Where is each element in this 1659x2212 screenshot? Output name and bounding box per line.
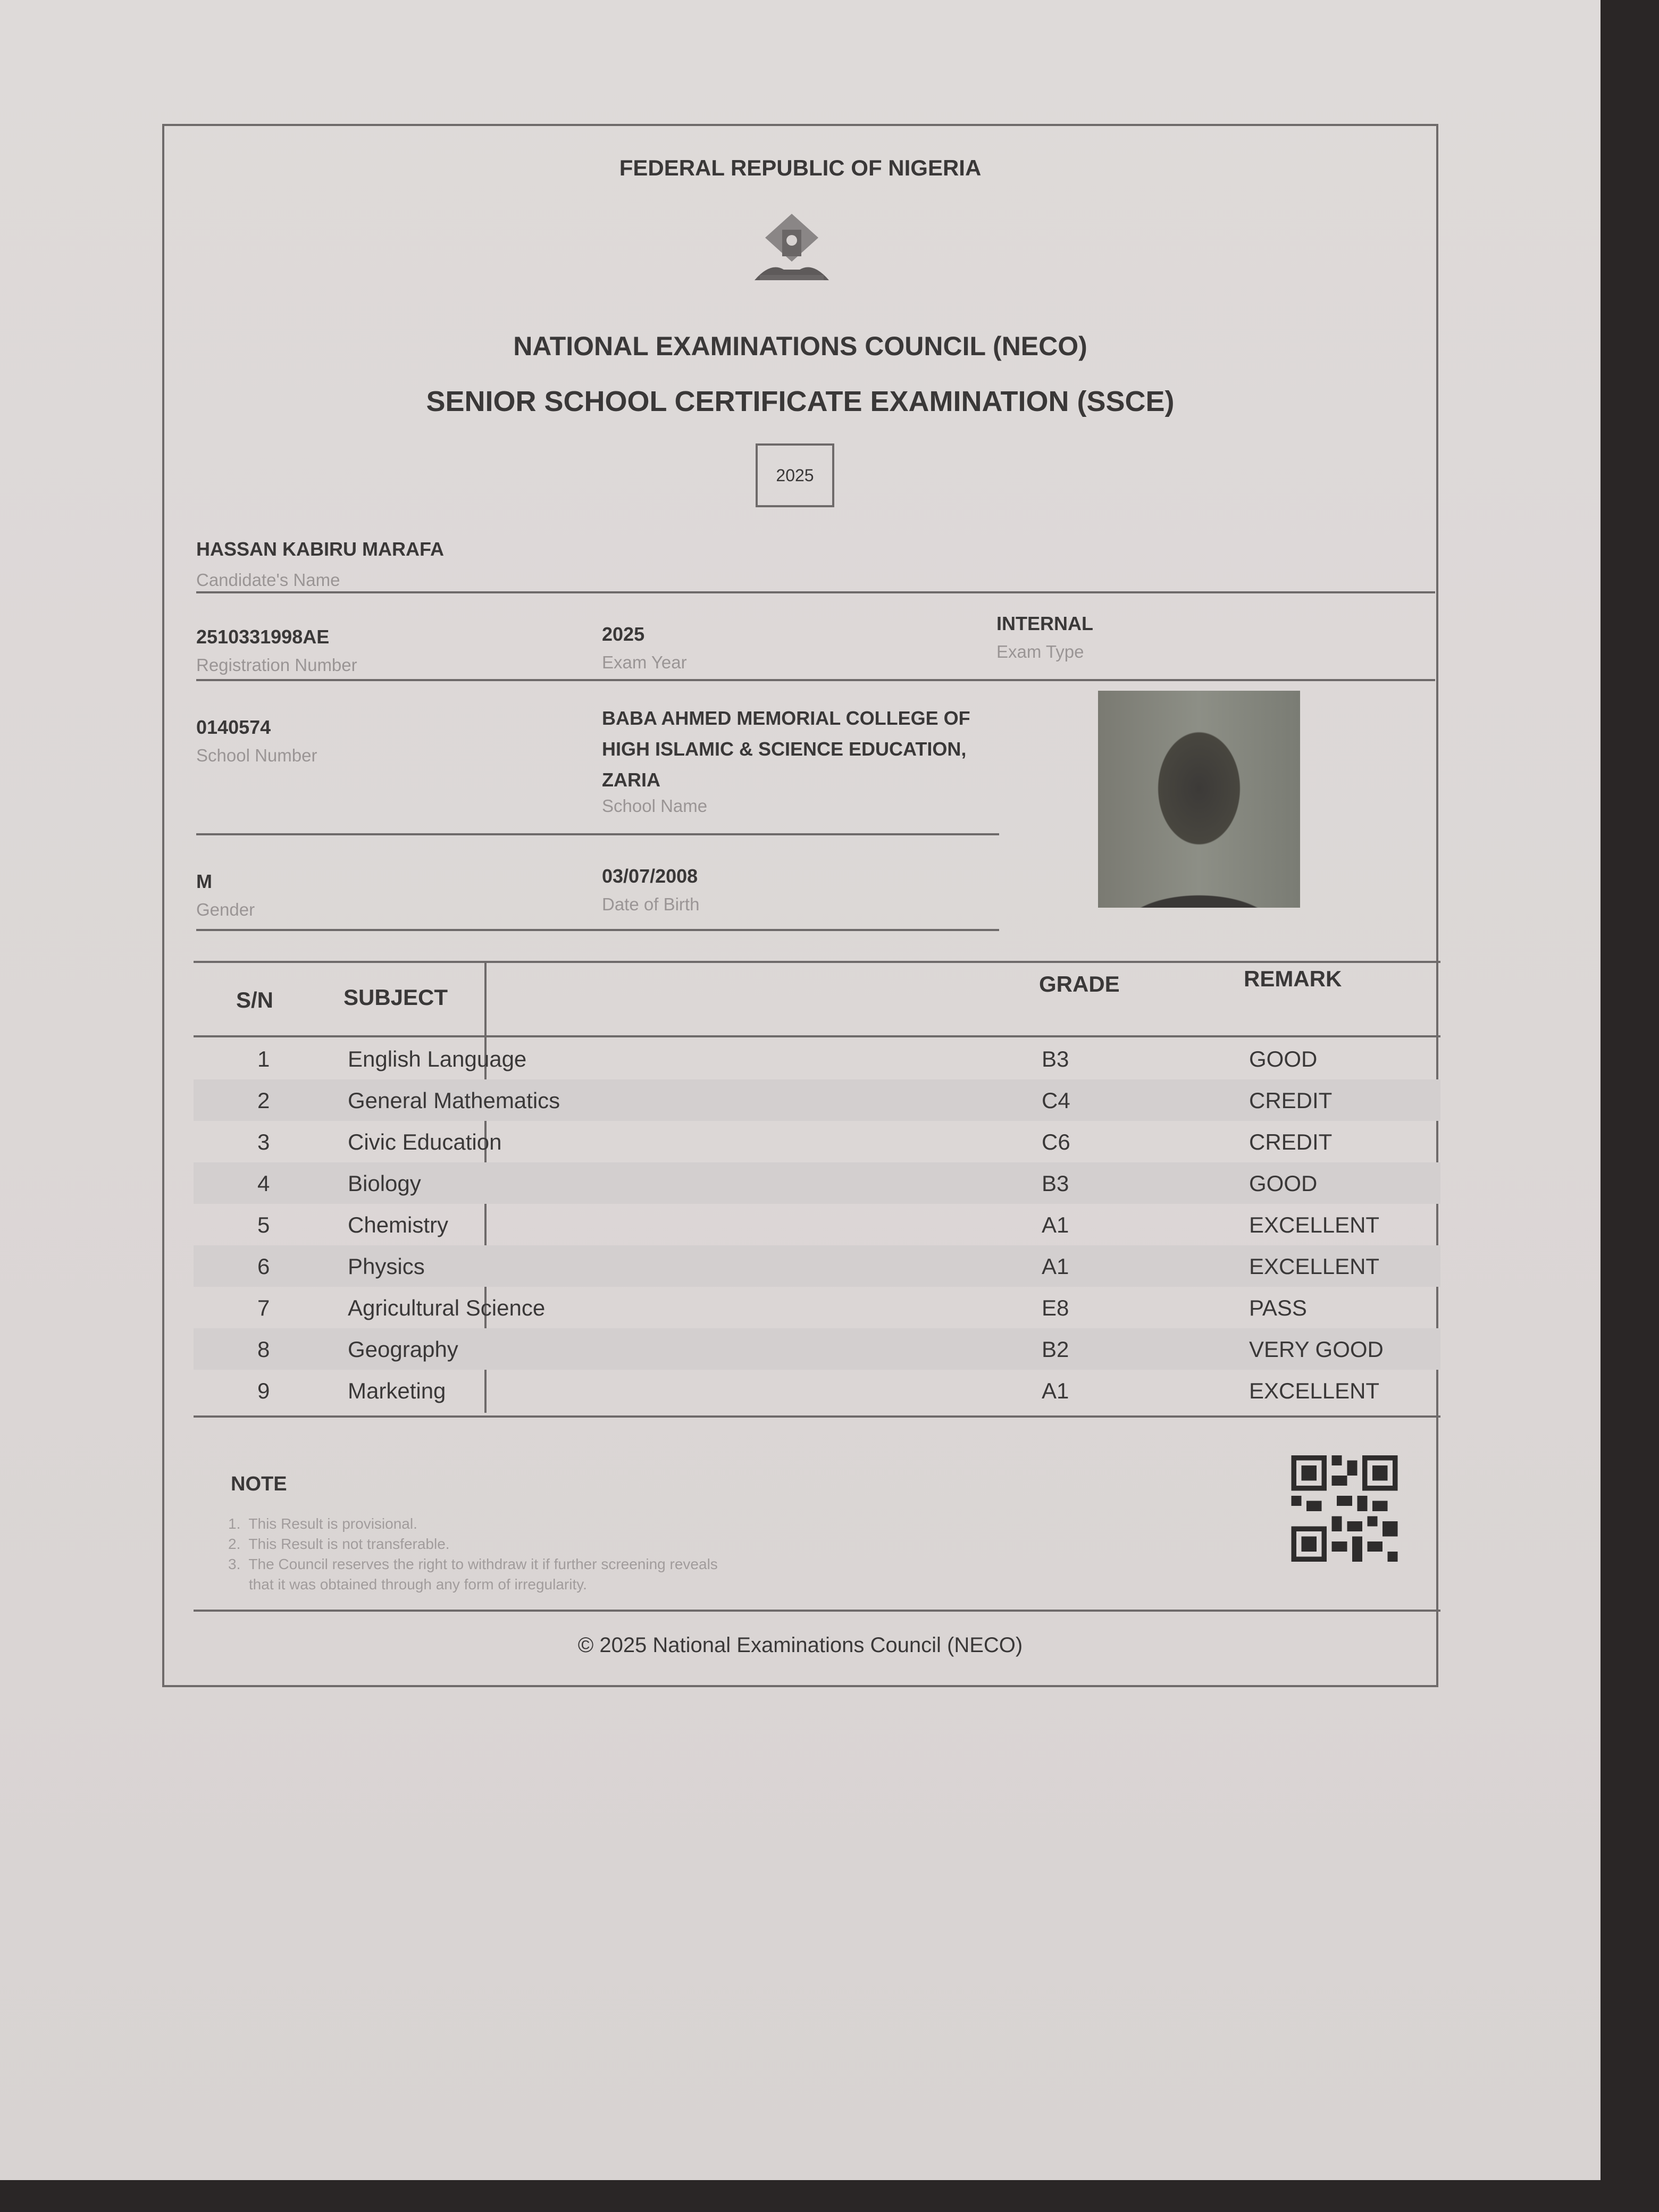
exam-type: INTERNAL xyxy=(996,613,1093,634)
divider xyxy=(196,591,1435,593)
candidate-name-label: Candidate's Name xyxy=(196,570,340,590)
table-row xyxy=(194,1328,1440,1370)
header-divider xyxy=(194,1035,1440,1037)
registration-number: 2510331998AE xyxy=(196,626,330,648)
row-subject: Biology xyxy=(348,1171,421,1196)
row-grade: B3 xyxy=(1042,1046,1069,1071)
row-sn: 3 xyxy=(257,1129,270,1154)
exam-type-label: Exam Type xyxy=(996,642,1084,661)
header-remark: REMARK xyxy=(1244,966,1342,991)
row-sn: 8 xyxy=(257,1337,270,1362)
row-remark: CREDIT xyxy=(1249,1088,1333,1113)
row-sn: 6 xyxy=(257,1254,270,1279)
date-of-birth-label: Date of Birth xyxy=(602,894,700,914)
table-header-row xyxy=(194,961,1440,1035)
school-name-label: School Name xyxy=(602,796,708,816)
row-subject: English Language xyxy=(348,1046,527,1071)
exam-year-label: Exam Year xyxy=(602,652,687,672)
note-item: that it was obtained through any form of irregularity. xyxy=(228,1576,587,1593)
row-grade: B2 xyxy=(1042,1337,1069,1362)
row-grade: B3 xyxy=(1042,1171,1069,1196)
table-row xyxy=(194,1370,1440,1411)
row-remark: PASS xyxy=(1249,1295,1307,1320)
note-list xyxy=(228,1514,718,1595)
header-sn: S/N xyxy=(236,987,274,1012)
gender-label: Gender xyxy=(196,900,255,919)
row-remark: VERY GOOD xyxy=(1249,1337,1384,1362)
row-sn: 9 xyxy=(257,1378,270,1403)
table-row xyxy=(194,1162,1440,1204)
row-sn: 7 xyxy=(257,1295,270,1320)
row-subject: Geography xyxy=(348,1337,458,1362)
row-grade: C6 xyxy=(1042,1129,1070,1154)
table-row xyxy=(194,1287,1440,1328)
header-subject: SUBJECT xyxy=(343,985,448,1010)
year-box: 2025 xyxy=(756,443,834,507)
copyright-text: © 2025 National Examinations Council (NECO) xyxy=(577,1633,1023,1657)
row-remark: EXCELLENT xyxy=(1249,1212,1380,1237)
row-grade: A1 xyxy=(1042,1378,1069,1403)
row-subject: Marketing xyxy=(348,1378,446,1403)
row-remark: EXCELLENT xyxy=(1249,1254,1380,1279)
table-row xyxy=(194,1121,1440,1162)
row-remark: EXCELLENT xyxy=(1249,1378,1380,1403)
registration-number-label: Registration Number xyxy=(196,655,357,675)
table-row xyxy=(194,1038,1440,1079)
note-item: 1. This Result is provisional. xyxy=(228,1515,417,1532)
table-bottom-border xyxy=(194,1415,1440,1418)
school-number-label: School Number xyxy=(196,745,317,765)
row-sn: 4 xyxy=(257,1171,270,1196)
school-name: BABA AHMED MEMORIAL COLLEGE OF HIGH ISLAMIC & SCIENCE EDUCATION, ZARIA xyxy=(602,707,970,791)
note-item: 3. The Council reserves the right to withdraw it if further screening reveals xyxy=(228,1556,718,1572)
table-row xyxy=(194,1204,1440,1245)
divider xyxy=(196,679,1435,681)
council-title: NATIONAL EXAMINATIONS COUNCIL (NECO) xyxy=(513,331,1087,361)
row-remark: CREDIT xyxy=(1249,1129,1333,1154)
row-sn: 5 xyxy=(257,1212,270,1237)
qr-code xyxy=(1290,1455,1399,1562)
row-subject: Agricultural Science xyxy=(348,1295,546,1320)
row-subject: General Mathematics xyxy=(348,1088,560,1113)
coat-of-arms-logo xyxy=(744,211,840,286)
header-grade: GRADE xyxy=(1039,971,1120,996)
note-title: NOTE xyxy=(231,1473,287,1495)
row-sn: 2 xyxy=(257,1088,270,1113)
candidate-photo xyxy=(1098,691,1300,908)
date-of-birth: 03/07/2008 xyxy=(602,865,698,887)
row-grade: A1 xyxy=(1042,1254,1069,1279)
note-item: 2. This Result is not transferable. xyxy=(228,1536,450,1552)
row-subject: Civic Education xyxy=(348,1129,502,1154)
row-grade: A1 xyxy=(1042,1212,1069,1237)
divider xyxy=(196,833,999,835)
table-row xyxy=(194,1079,1440,1121)
table-row xyxy=(194,1245,1440,1287)
row-subject: Physics xyxy=(348,1254,425,1279)
exam-title: SENIOR SCHOOL CERTIFICATE EXAMINATION (SSCE) xyxy=(426,386,1175,417)
exam-year: 2025 xyxy=(602,623,645,645)
row-remark: GOOD xyxy=(1249,1046,1318,1071)
divider xyxy=(196,929,999,931)
result-slip xyxy=(162,124,1438,1687)
row-grade: C4 xyxy=(1042,1088,1070,1113)
row-subject: Chemistry xyxy=(348,1212,449,1237)
candidate-name: HASSAN KABIRU MARAFA xyxy=(196,538,444,560)
footer-divider xyxy=(194,1610,1440,1612)
row-grade: E8 xyxy=(1042,1295,1069,1320)
country-heading: FEDERAL REPUBLIC OF NIGERIA xyxy=(619,155,982,180)
row-sn: 1 xyxy=(257,1046,270,1071)
school-number: 0140574 xyxy=(196,716,271,738)
gender: M xyxy=(196,870,212,892)
row-remark: GOOD xyxy=(1249,1171,1318,1196)
